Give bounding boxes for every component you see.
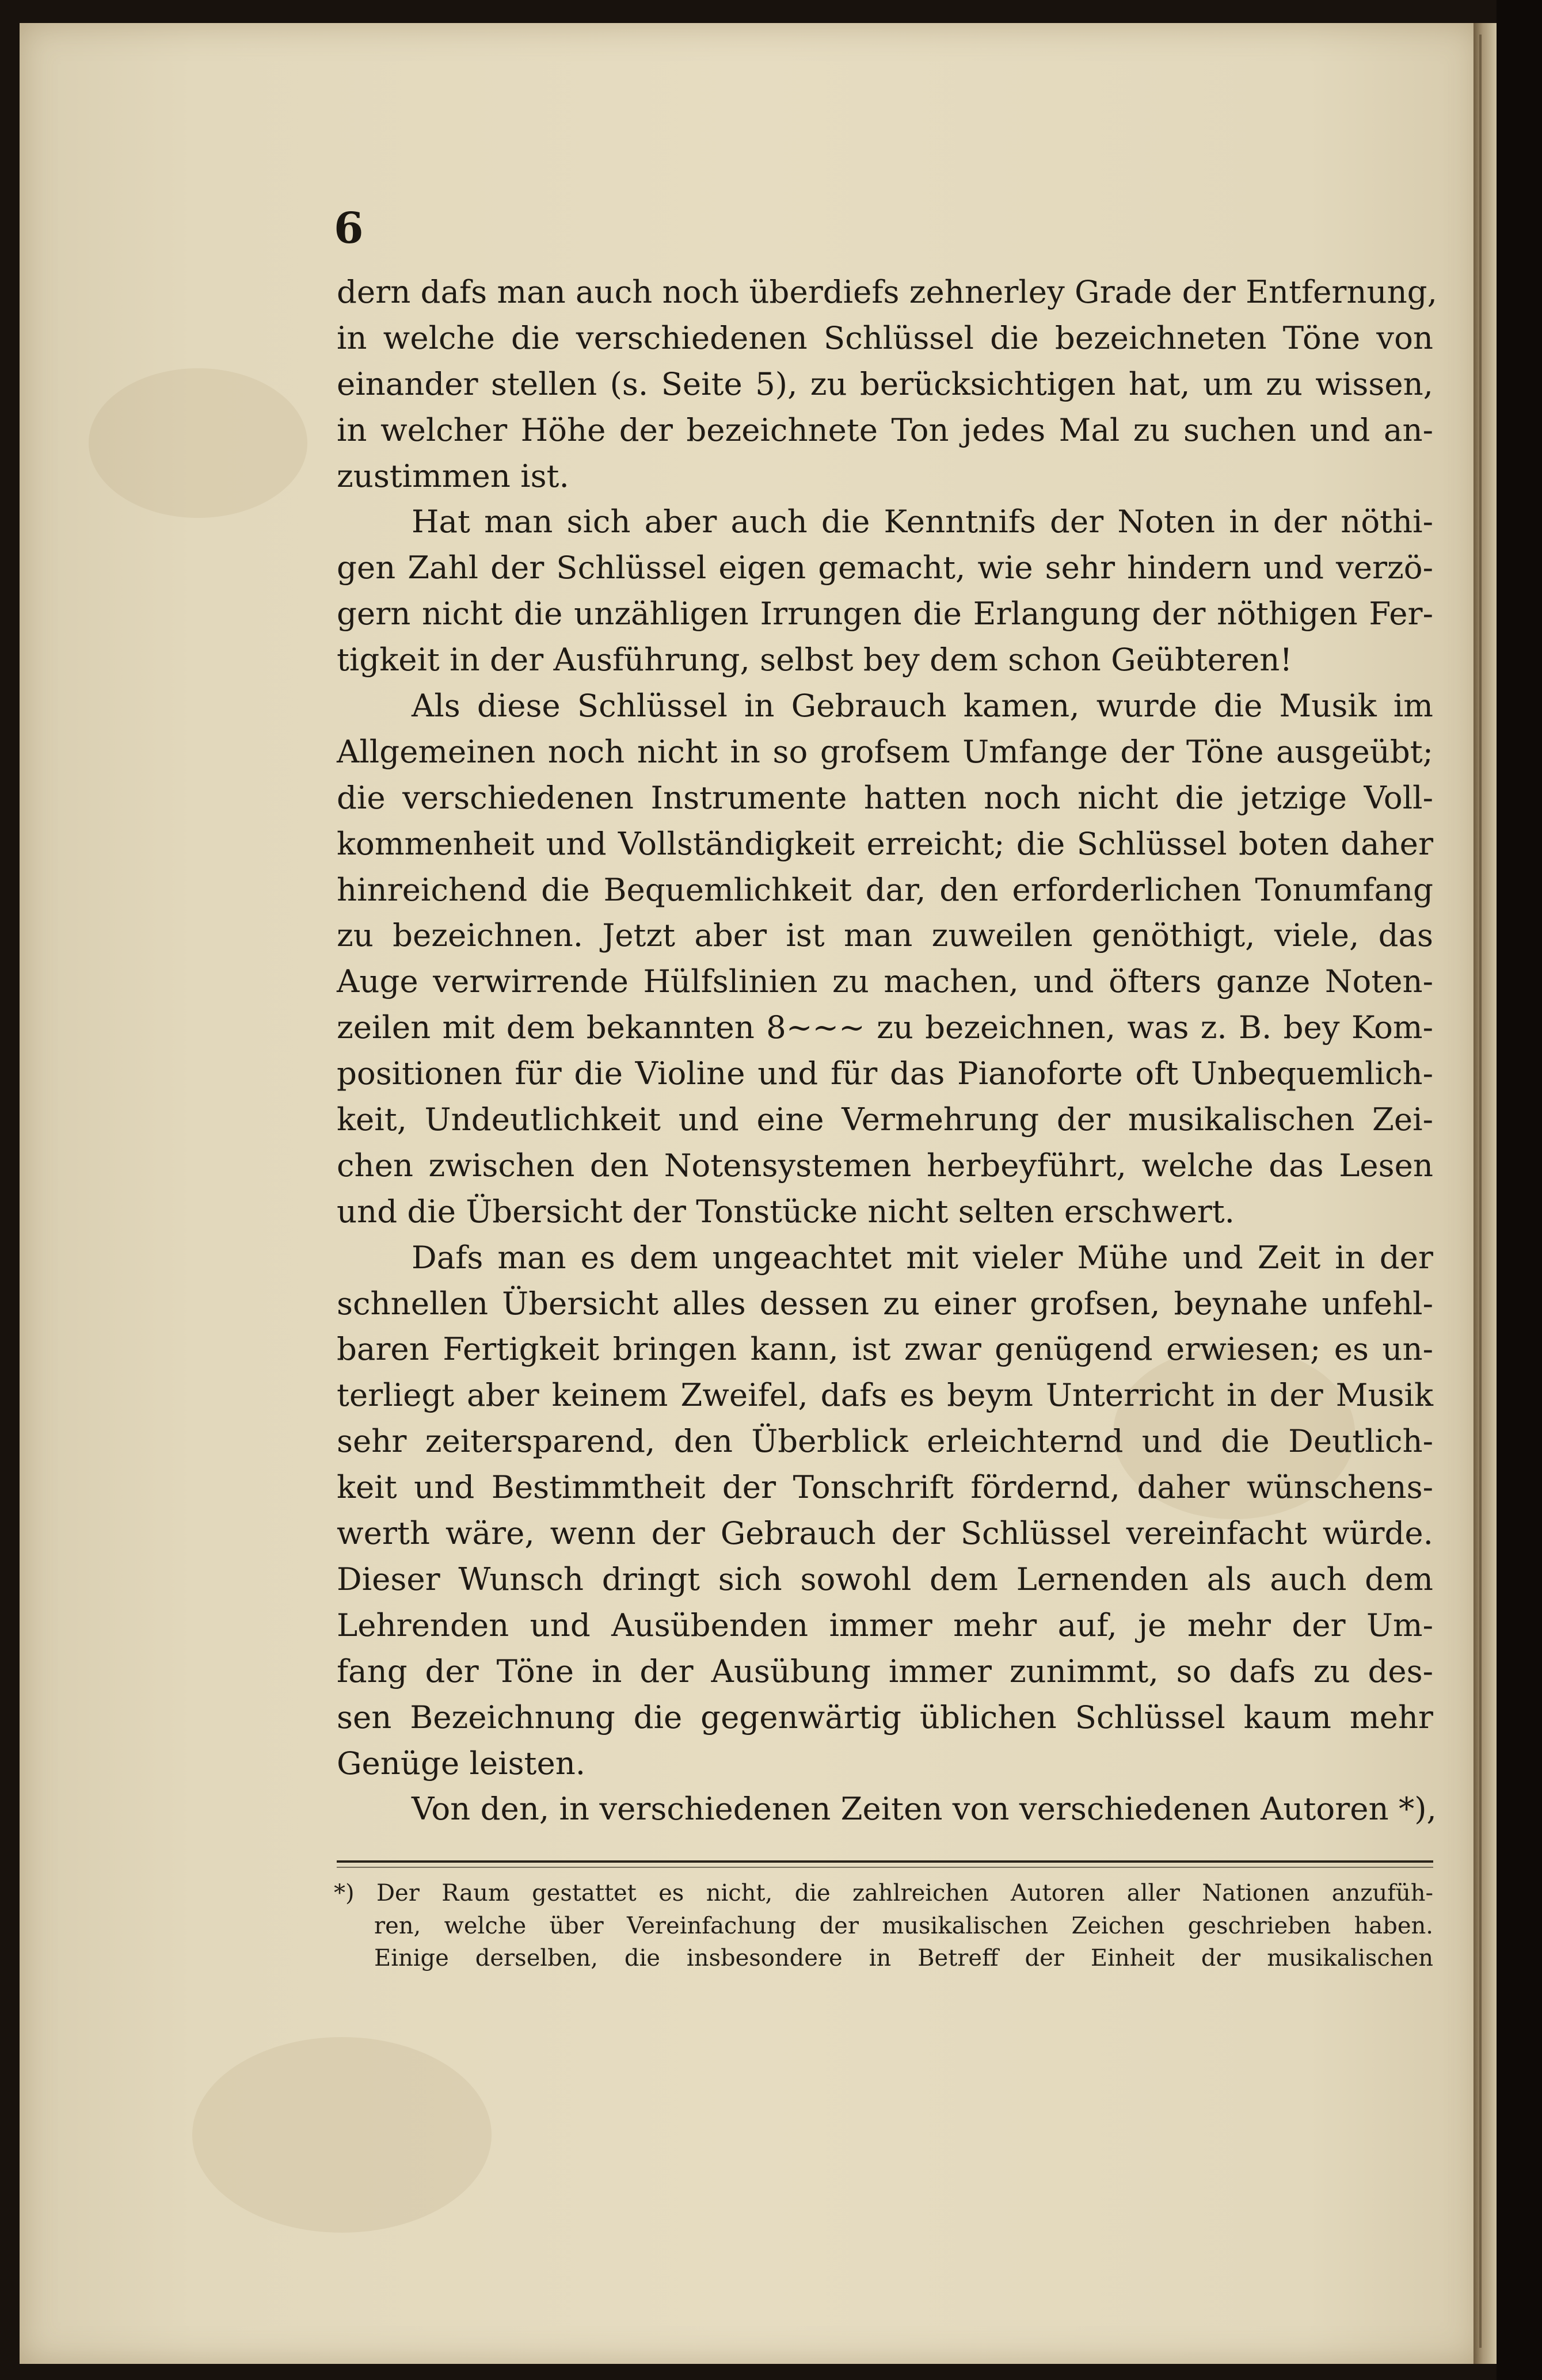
text-line: in welche die verschiedenen Schlüssel die bezeichneten Töne von [337,319,1433,356]
paper-stain [89,368,307,518]
paper-stain [192,2037,492,2233]
text-line: Hat man sich aber auch die Kenntnifs der Noten in der nöthi- [412,503,1433,540]
text-line: tigkeit in der Ausführung, selbst bey dem schon Geübteren! [337,641,1293,678]
text-line: keit und Bestimmtheit der Tonschrift fördernd, daher wünschens- [337,1469,1433,1506]
text-line: chen zwischen den Notensystemen herbeyführt, welche das Lesen [337,1146,1433,1184]
text-line: fang der Töne in der Ausübung immer zunimmt, so dafs zu des- [337,1652,1433,1689]
text-line: zu bezeichnen. Jetzt aber ist man zuweilen genöthigt, viele, das [337,917,1433,954]
text-line: hinreichend die Bequemlichkeit dar, den erforderlichen Tonumfang [337,871,1433,908]
text-line: Lehrenden und Ausübenden immer mehr auf, je mehr der Um- [337,1606,1433,1643]
text-line: einander stellen (s. Seite 5), zu berücksichtigen hat, um zu wissen, [337,365,1433,402]
text-line: baren Fertigkeit bringen kann, ist zwar genügend erwiesen; es un- [337,1330,1433,1368]
text-line: sen Bezeichnung die gegenwärtig üblichen Schlüssel kaum mehr [337,1698,1433,1736]
text-line: Von den, in verschiedenen Zeiten von verschiedenen Autoren *), [412,1790,1437,1828]
text-line: Genüge leisten. [337,1744,586,1782]
text-line: zustimmen ist. [337,457,569,494]
text-line: Auge verwirrende Hülfslinien zu machen, und öfters ganze Noten- [337,963,1433,1000]
text-line: positionen für die Violine und für das Pianoforte oft Unbequemlich- [337,1055,1433,1092]
text-line: terliegt aber keinem Zweifel, dafs es beym Unterricht in der Musik [337,1376,1433,1414]
spine-shadow [1479,35,1482,2348]
page-edge [1474,23,1497,2364]
text-line: gern nicht die unzähligen Irrungen die Erlangung der nöthigen Fer- [337,595,1433,632]
text-line: kommenheit und Vollständigkeit erreicht; die Schlüssel boten daher [337,825,1433,862]
text-line: Als diese Schlüssel in Gebrauch kamen, wurde die Musik im [412,687,1433,724]
footnote [334,1877,1433,1975]
text-line: sehr zeitersparend, den Überblick erleichternd und die Deutlich- [337,1422,1433,1460]
text-line: zeilen mit dem bekannten 8~~~ zu bezeichnen, was z. B. bey Kom- [337,1009,1433,1046]
footnote-line: *) Der Raum gestattet es nicht, die zahlreichen Autoren aller Nationen anzufüh- [334,1880,1433,1906]
text-line: Dafs man es dem ungeachtet mit vieler Mühe und Zeit in der [412,1238,1433,1276]
footnote-rule [337,1860,1433,1863]
text-line: dern dafs man auch noch überdiefs zehnerley Grade der Entfernung, [337,273,1437,310]
gutter-strip [1497,0,1542,2380]
footnote-line: ren, welche über Vereinfachung der musikalischen Zeichen geschrieben haben. [374,1912,1433,1939]
footnote-rule-thin [337,1867,1433,1868]
main-text [337,269,1437,1832]
text-line: und die Übersicht der Tonstücke nicht selten erschwert. [337,1192,1235,1230]
text-line: die verschiedenen Instrumente hatten noch nicht die jetzige Voll- [337,779,1433,816]
text-line: schnellen Übersicht alles dessen zu einer grofsen, beynahe unfehl- [337,1284,1433,1322]
text-line: Dieser Wunsch dringt sich sowohl dem Lernenden als auch dem [337,1560,1433,1597]
page-number: 6 [334,204,364,253]
text-line: gen Zahl der Schlüssel eigen gemacht, wie sehr hindern und verzö- [337,549,1433,586]
text-line: Allgemeinen noch nicht in so grofsem Umfange der Töne ausgeübt; [337,733,1433,770]
text-line: in welcher Höhe der bezeichnete Ton jedes Mal zu suchen und an- [337,411,1433,448]
text-line: werth wäre, wenn der Gebrauch der Schlüssel vereinfacht würde. [337,1515,1433,1552]
footnote-line: Einige derselben, die insbesondere in Betreff der Einheit der musikalischen [374,1945,1433,1971]
text-line: keit, Undeutlichkeit und eine Vermehrung der musikalischen Zei- [337,1101,1433,1138]
